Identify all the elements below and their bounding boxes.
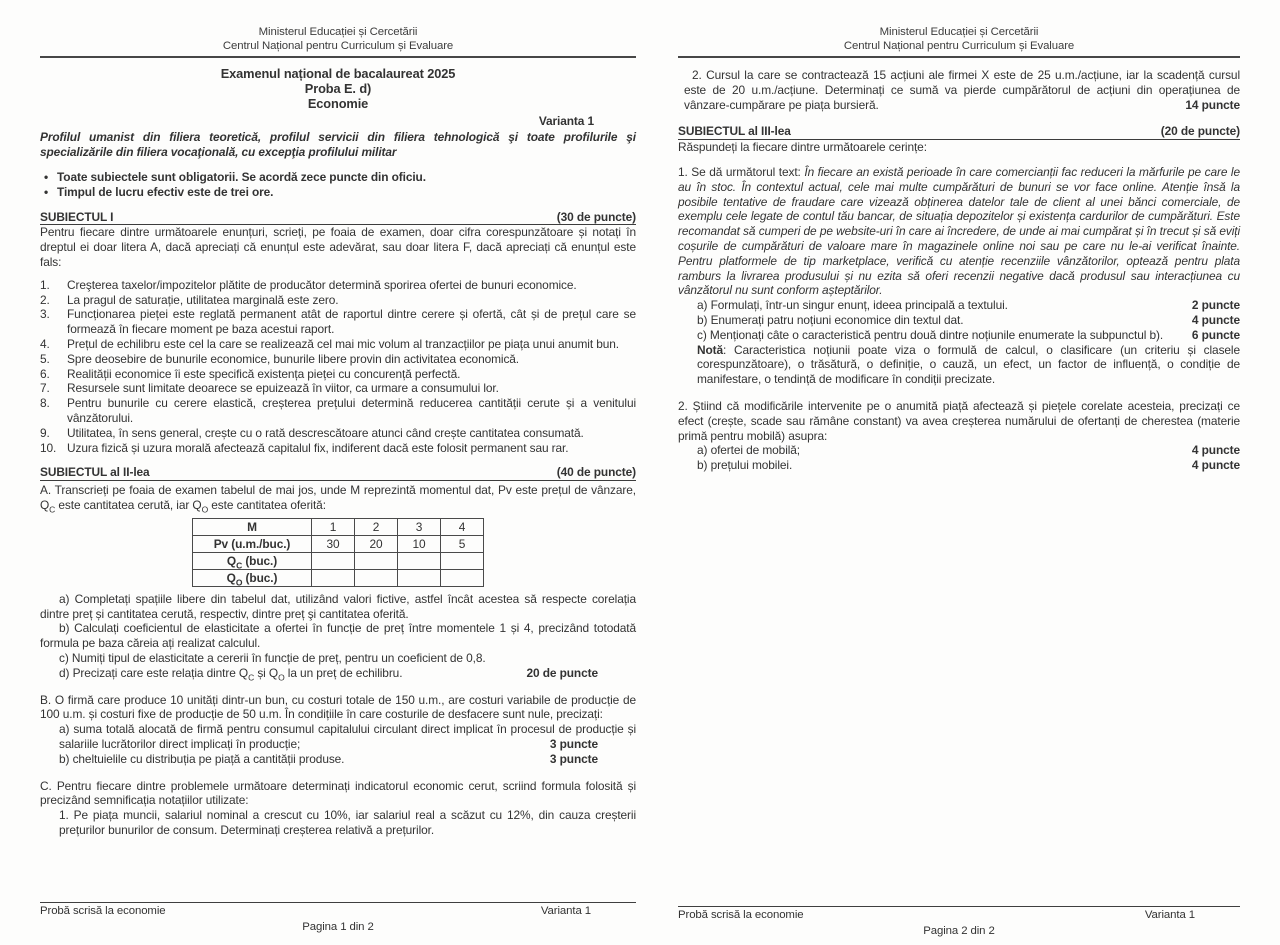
profile-paragraph: Profilul umanist din filiera teoretică, profilul servicii din filiera tehnologică şi toate profilurile şi specializările din filiera vocaţională, cu excepţia profilului militar bbox=[40, 130, 636, 160]
bullet-icon: • bbox=[44, 170, 49, 184]
points-label: 4 puncte bbox=[1191, 458, 1240, 473]
footer-exam-name: Probă scrisă la economie bbox=[678, 909, 804, 921]
subject1-heading bbox=[40, 210, 636, 226]
statement-text: Prețul de echilibru este cel la care se realizează cel mai mic volum al tranzacțiilor pe piața unui anumit bun. bbox=[67, 336, 619, 351]
statement-item bbox=[40, 352, 636, 367]
subject3-heading bbox=[678, 124, 1240, 140]
table-cell: 30 bbox=[312, 535, 355, 552]
footer-variant: Varianta 1 bbox=[540, 905, 591, 917]
instructions-list bbox=[40, 170, 636, 200]
statement-item bbox=[40, 396, 636, 426]
statement-number: 7. bbox=[40, 381, 50, 396]
table-label: M bbox=[193, 518, 312, 535]
item-text: a) Formulați, într-un singur enunț, ideea principală a textului. bbox=[697, 298, 1008, 313]
center-line: Centrul Național pentru Curriculum și Evaluare bbox=[843, 39, 1075, 52]
points-label: 6 puncte bbox=[1191, 327, 1240, 342]
table-cell-empty bbox=[355, 552, 398, 569]
statement-text: Utilitatea, în sens general, crește cu o rată descrescătoare atunci când crește cantitatea consumată. bbox=[67, 425, 584, 440]
table-cell: 20 bbox=[355, 535, 398, 552]
statements-list bbox=[40, 278, 636, 456]
exam-title: Examenul național de bacalaureat 2025 bbox=[220, 66, 456, 81]
statement-text: Uzura fizică și uzura morală afectează capitalul fix, indiferent dacă este folosit permanent sau rar. bbox=[67, 440, 569, 455]
statement-item bbox=[40, 441, 636, 456]
subject2-points: (40 de puncte) bbox=[556, 465, 636, 480]
statement-number: 6. bbox=[40, 366, 50, 381]
table-cell-empty bbox=[312, 552, 355, 569]
item-text: a) suma totală alocată de firmă pentru consumul capitalului circulant direct implicat în procesul de producție și salariile lucrătorilor direct implicați în producție; bbox=[59, 722, 636, 751]
statement-number: 10. bbox=[40, 440, 57, 455]
statement-item bbox=[40, 293, 636, 308]
points-label: 2 puncte bbox=[1191, 298, 1240, 313]
table-row-qo bbox=[193, 569, 484, 586]
table-label: Pv (u.m./buc.) bbox=[193, 535, 312, 552]
item-text: b) cheltuielile cu distribuția pe piață a cantității produse. bbox=[59, 751, 345, 766]
points-label: 3 puncte bbox=[549, 736, 598, 751]
table-cell-empty bbox=[441, 569, 484, 586]
statement-number: 5. bbox=[40, 351, 50, 366]
subject3-intro: Răspundeți la fiecare dintre următoarele cerințe: bbox=[678, 140, 927, 155]
bullet-icon: • bbox=[44, 184, 49, 199]
variant-label: Varianta 1 bbox=[538, 113, 594, 128]
item-text: b) Enumerați patru noțiuni economice din textul dat. bbox=[697, 312, 964, 327]
subject3-q1-item-a bbox=[697, 298, 1240, 313]
statement-number: 3. bbox=[40, 307, 50, 322]
statement-item bbox=[40, 381, 636, 396]
table-cell: 2 bbox=[355, 518, 398, 535]
footer-page-number: Pagina 2 din 2 bbox=[923, 924, 995, 937]
subject2-title: SUBIECTUL al II-lea bbox=[40, 465, 150, 480]
subject2A-item-c: c) Numiți tipul de elasticitate a cererii în funcție de preț, pentru un coeficient de 0,8. bbox=[59, 650, 486, 665]
subject2B-item-b bbox=[59, 752, 636, 767]
points-label: 4 puncte bbox=[1191, 312, 1240, 327]
table-cell-empty bbox=[398, 569, 441, 586]
points-label: 14 puncte bbox=[1185, 97, 1240, 112]
instruction-item bbox=[40, 170, 636, 185]
instruction-item bbox=[40, 185, 636, 200]
table-cell: 5 bbox=[441, 535, 484, 552]
item-text: 2. Cursul la care se contractează 15 acțiuni ale firmei X este de 25 u.m./acțiune, iar la scadență cursul este de 20 u.m./acțiune. Determinați ce sumă va pierde cumpărătorul de acțiuni din operațiunea de vânzare-cumpărare pe piața bursieră. bbox=[684, 68, 1240, 112]
table-label: $Q_C$ (buc.) bbox=[193, 552, 312, 569]
statement-item bbox=[40, 337, 636, 352]
instruction-text: Toate subiectele sunt obligatorii. Se acordă zece puncte din oficiu. bbox=[57, 170, 426, 184]
statement-item bbox=[40, 367, 636, 382]
item-text: a) ofertei de mobilă; bbox=[697, 443, 800, 458]
price-quantity-table bbox=[192, 518, 484, 587]
subject1-title: SUBIECTUL I bbox=[40, 209, 114, 224]
subject2B-item-a bbox=[59, 722, 636, 752]
ministry-header bbox=[678, 26, 1240, 58]
subject3-q2-item-a bbox=[697, 443, 1240, 458]
table-row-m bbox=[193, 518, 484, 535]
table-cell-empty bbox=[398, 552, 441, 569]
statement-number: 1. bbox=[40, 277, 50, 292]
statement-text: Pentru bunurile cu cerere elastică, creșterea prețului determină reducerea cantității cerute și a venitului vânzătorului. bbox=[67, 396, 636, 425]
table-cell-empty bbox=[312, 569, 355, 586]
statement-number: 9. bbox=[40, 425, 50, 440]
exam-subject: Economie bbox=[307, 96, 369, 112]
exam-title-block bbox=[40, 66, 636, 112]
subject3-q1-item-b bbox=[697, 313, 1240, 328]
table-row-qc bbox=[193, 552, 484, 569]
page-2 bbox=[678, 26, 1240, 938]
ministry-line: Ministerul Educației și Cercetării bbox=[879, 26, 1039, 38]
footer-exam-name: Probă scrisă la economie bbox=[40, 905, 166, 917]
subject3-q2-item-b bbox=[697, 458, 1240, 473]
page1-footer bbox=[40, 902, 636, 934]
instruction-text: Timpul de lucru efectiv este de trei ore. bbox=[57, 184, 274, 199]
footer-row bbox=[678, 907, 1240, 923]
table-cell-empty bbox=[441, 552, 484, 569]
statement-item bbox=[40, 426, 636, 441]
subject2C-intro: C. Pentru fiecare dintre problemele următoare determinați indicatorul economic cerut, scriind formula folosită și precizând semnificația notațiilor utilizate: bbox=[40, 778, 636, 808]
subject2A-item-b: b) Calculați coeficientul de elasticitate a ofertei în funcție de preț între momentele 1 și 4, precizând totodată formula pe baza căreia ați realizat calculul. bbox=[40, 621, 636, 651]
ministry-header bbox=[40, 26, 636, 58]
statement-text: Creşterea taxelor/impozitelor plătite de producător determină sporirea ofertei de bunuri economice. bbox=[67, 277, 577, 292]
subject3-q1-text: 1. Se dă următorul text: În fiecare an există perioade în care comercianții fac reduceri la mărfurile pe care le au în stoc. În contextul actual, cele mai multe cumpărături de bunuri se vor face online. Atenție însă la posibile tentative de fraudare care vizează obținerea datelor tale de client al unei bănci comerciale, de exemplu cele legate de contul tău bancar, de situația depozitelor și existența cardurilor de cumpărături. Este recomandat să cumperi de pe website-uri în care ai încredere, de unde ai mai cumpărat și în trecut și să eviți coșurile de cumpărături de valoare mare în magazinele online noi sau pe care nu le-ai verificat înainte. Pentru platformele de tip marketplace, verifică cu atenție recenziile vânzătorilor, optează pentru plata ramburs la livrarea produsului și nu ezita să oferi recenzii negative dacă produsul sau interacțiunea cu vânzătorul nu sunt conform așteptărilor. bbox=[678, 164, 1240, 298]
table-cell: 10 bbox=[398, 535, 441, 552]
subject2C-item-2 bbox=[684, 68, 1240, 112]
price-quantity-table-wrap bbox=[40, 518, 636, 587]
subject2-heading bbox=[40, 465, 636, 481]
statement-number: 8. bbox=[40, 396, 50, 411]
statement-text: La pragul de saturație, utilitatea marginală este zero. bbox=[67, 292, 339, 307]
table-cell-empty bbox=[355, 569, 398, 586]
footer-variant: Varianta 1 bbox=[1144, 909, 1195, 921]
footer-page-number: Pagina 1 din 2 bbox=[302, 920, 374, 933]
subject3-q2-text: 2. Știind că modificările intervenite pe o anumită piață afectează și piețele corelate acesteia, precizați ce efect (crește, scade sau rămâne constant) va avea creșterea numărului de ofertanți de cherestea (materie primă pentru mobilă) asupra: bbox=[678, 398, 1240, 443]
table-cell: 3 bbox=[398, 518, 441, 535]
subject3-title: SUBIECTUL al III-lea bbox=[678, 124, 791, 139]
item-text: c) Menționați câte o caracteristică pentru două dintre noțiunile enumerate la subpunctul b). bbox=[697, 327, 1164, 342]
subject1-points: (30 de puncte) bbox=[556, 209, 636, 224]
exam-proba: Proba E. d) bbox=[304, 81, 372, 97]
subject3-q1-item-c bbox=[697, 328, 1240, 343]
subject2A-item-a: a) Completați spațiile libere din tabelul dat, utilizând valori fictive, astfel încât acestea să respecte corelația dintre preț și cantitatea cerută, respectiv, dintre preț şi cantitatea oferită. bbox=[40, 591, 636, 621]
table-cell: 1 bbox=[312, 518, 355, 535]
subject2A-intro: A. Transcrieți pe foaia de examen tabelul de mai jos, unde M reprezintă momentul dat, Pv este prețul de vânzare, $Q_C$ este cantitatea cerută, iar $Q_O$ este cantitatea oferită: bbox=[40, 483, 636, 515]
statement-text: Resursele sunt limitate deoarece se epuizează în viitor, ca urmare a consumului lor. bbox=[67, 381, 499, 396]
statement-number: 2. bbox=[40, 292, 50, 307]
table-label: $Q_O$ (buc.) bbox=[193, 569, 312, 586]
subject3-points: (20 de puncte) bbox=[1160, 124, 1240, 139]
points-label: 3 puncte bbox=[549, 751, 598, 766]
item-text: b) prețului mobilei. bbox=[697, 458, 793, 473]
subject3-q1-nota: Notă: Caracteristica noțiunii poate viza o formulă de calcul, o clasificare (un criteriu și clasele corespunzătoare), o trăsătură, o definiție, o cauză, un efect, un factor de influență, o condiție de manifestare, o tendință de modificare în condiții precizate. bbox=[697, 342, 1240, 387]
center-line: Centrul Național pentru Curriculum și Evaluare bbox=[222, 39, 454, 52]
subject2C-item-1: 1. Pe piața muncii, salariul nominal a crescut cu 10%, iar salariul real a scăzut cu 12%, din cauza creșterii prețurilor bunurilor de consum. Determinați creșterea relativă a prețurilor. bbox=[59, 808, 636, 837]
subject2B-intro: B. O firmă care produce 10 unități dintr-un bun, cu costuri totale de 150 u.m., are costuri variabile de producție de 100 u.m. și costuri fixe de producție de 50 u.m. În condițiile în care costurile de desfacere sunt nule, precizați: bbox=[40, 692, 636, 722]
page-1 bbox=[40, 26, 636, 938]
table-row-pv bbox=[193, 535, 484, 552]
table-cell: 4 bbox=[441, 518, 484, 535]
item-d-text: d) Precizați care este relația dintre $Q_C$ și $Q_O$ la un preț de echilibru. bbox=[59, 665, 403, 683]
statement-number: 4. bbox=[40, 336, 50, 351]
page2-footer bbox=[678, 906, 1240, 938]
statement-item bbox=[40, 278, 636, 293]
subject1-intro: Pentru fiecare dintre următoarele enunțuri, scrieți, pe foaia de examen, doar cifra corespunzătoare și notați în dreptul ei doar litera A, dacă apreciați că enunțul este adevărat, sau doar litera F, dacă apreciați că enunțul este fals: bbox=[40, 225, 636, 269]
footer-row bbox=[40, 903, 636, 919]
points-label: 20 de puncte bbox=[526, 665, 598, 680]
points-label: 4 puncte bbox=[1191, 443, 1240, 458]
ministry-line: Ministerul Educației și Cercetării bbox=[258, 26, 418, 38]
statement-item bbox=[40, 307, 636, 337]
subject2A-item-d bbox=[40, 666, 636, 681]
statement-text: Spre deosebire de bunurile economice, bunurile libere provin din activitatea economică. bbox=[67, 351, 520, 366]
statement-text: Funcționarea pieței este reglată permanent atât de raportul dintre cerere și ofertă, cât și de prețul care se formează în fiecare moment pe baza acestui raport. bbox=[67, 307, 636, 337]
statement-text: Realității economice îi este specifică existența pieței cu concurență perfectă. bbox=[67, 366, 461, 381]
